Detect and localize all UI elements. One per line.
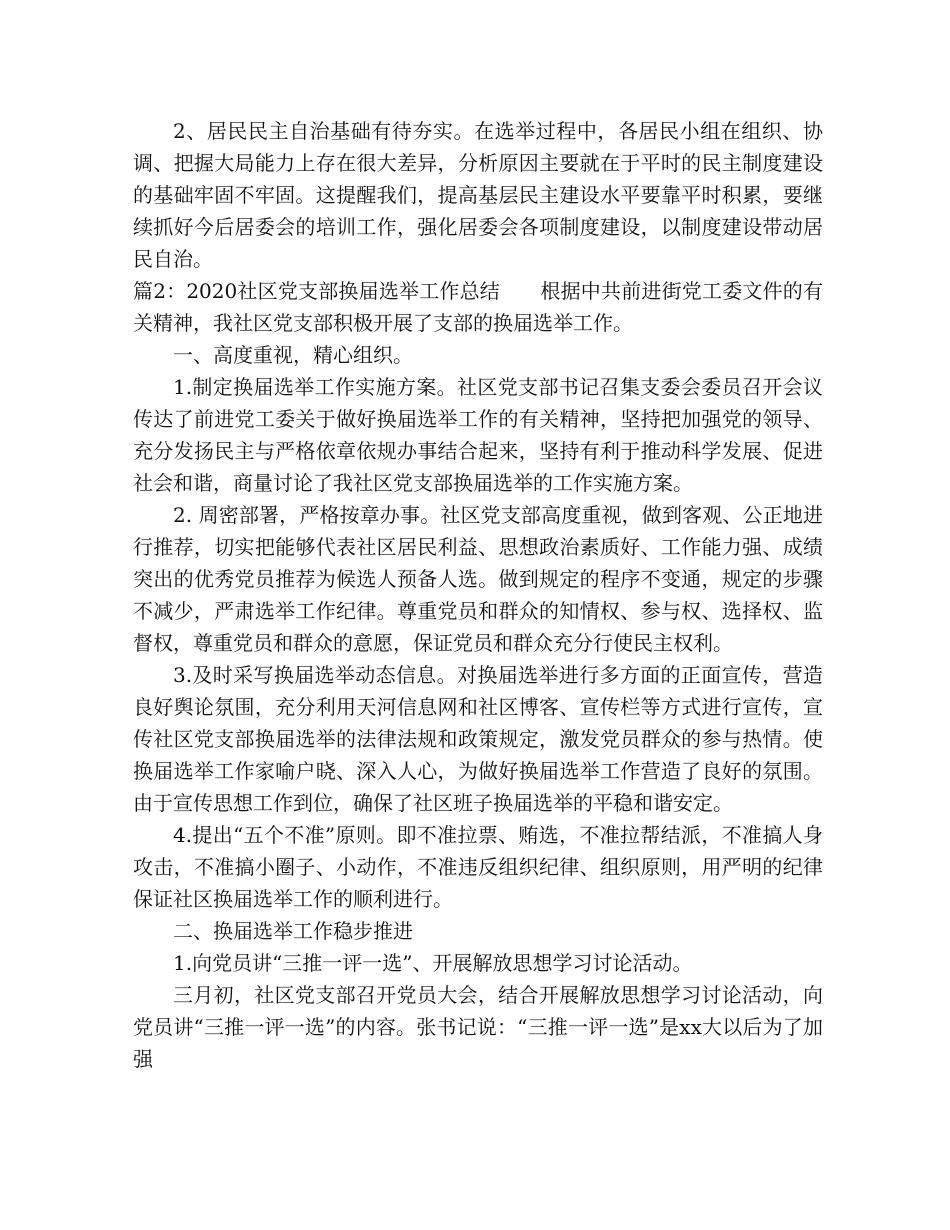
section-heading-2: 二、换届选举工作稳步推进 [173, 919, 413, 943]
paragraph-item-3-publicity: 3.及时采写换届选举动态信息。对换届选举进行多方面的正面宣传，营造良好舆论氛围，充分利用天河信息网和社区博客、宣传栏等方式进行宣传，宣传社区党支部换届选举的法律法规和政策规定，激发党员群众的参与热情。使换届选举工作家喻户晓、深入人心，为做好换届选举工作营造了良好的氛围。由于宣传思想工作到位，确保了社区班子换届选举的平稳和谐安定。 [133, 663, 823, 815]
paragraph-residents-autonomy: 2、居民民主自治基础有待夯实。在选举过程中，各居民小组在组织、协调、把握大局能力上存在很大差异，分析原因主要就在于平时的民主制度建设的基础牢固不牢固。这提醒我们，提高基层民主建设水平要靠平时积累，要继续抓好今后居委会的培训工作，强化居委会各项制度建设，以制度建设带动居民自治。 [133, 119, 823, 271]
document-body [133, 115, 823, 1075]
paragraph-article-2-intro: 篇2：2020社区党支部换届选举工作总结 根据中共前进街党工委文件的有关精神，我社区党支部积极开展了支部的换届选举工作。 [133, 279, 823, 335]
section-heading-1: 一、高度重视，精心组织。 [173, 343, 413, 367]
paragraph-item-2-deployment: 2. 周密部署，严格按章办事。社区党支部高度重视，做到客观、公正地进行推荐，切实把能够代表社区居民利益、思想政治素质好、工作能力强、成绩突出的优秀党员推荐为候选人预备人选。做到规定的程序不变通，规定的步骤不减少，严肃选举工作纪律。尊重党员和群众的知情权、参与权、选择权、监督权，尊重党员和群众的意愿，保证党员和群众充分行使民主权利。 [133, 503, 823, 655]
paragraph-subitem-1-title: 1.向党员讲“三推一评一选”、开展解放思想学习讨论活动。 [173, 951, 693, 975]
paragraph-march-meeting: 三月初，社区党支部召开党员大会，结合开展解放思想学习讨论活动，向党员讲“三推一评一选”的内容。张书记说：“三推一评一选”是xx大以后为了加强 [133, 983, 823, 1071]
paragraph-item-4-principles: 4.提出“五个不准”原则。即不准拉票、贿选，不准拉帮结派，不准搞人身攻击，不准搞小圈子、小动作，不准违反组织纪律、组织原则，用严明的纪律保证社区换届选举工作的顺利进行。 [133, 823, 823, 911]
paragraph-item-1-plan: 1.制定换届选举工作实施方案。社区党支部书记召集支委会委员召开会议传达了前进党工委关于做好换届选举工作的有关精神，坚持把加强党的领导、充分发扬民主与严格依章依规办事结合起来，坚持有利于推动科学发展、促进社会和谐，商量讨论了我社区党支部换届选举的工作实施方案。 [133, 375, 823, 495]
